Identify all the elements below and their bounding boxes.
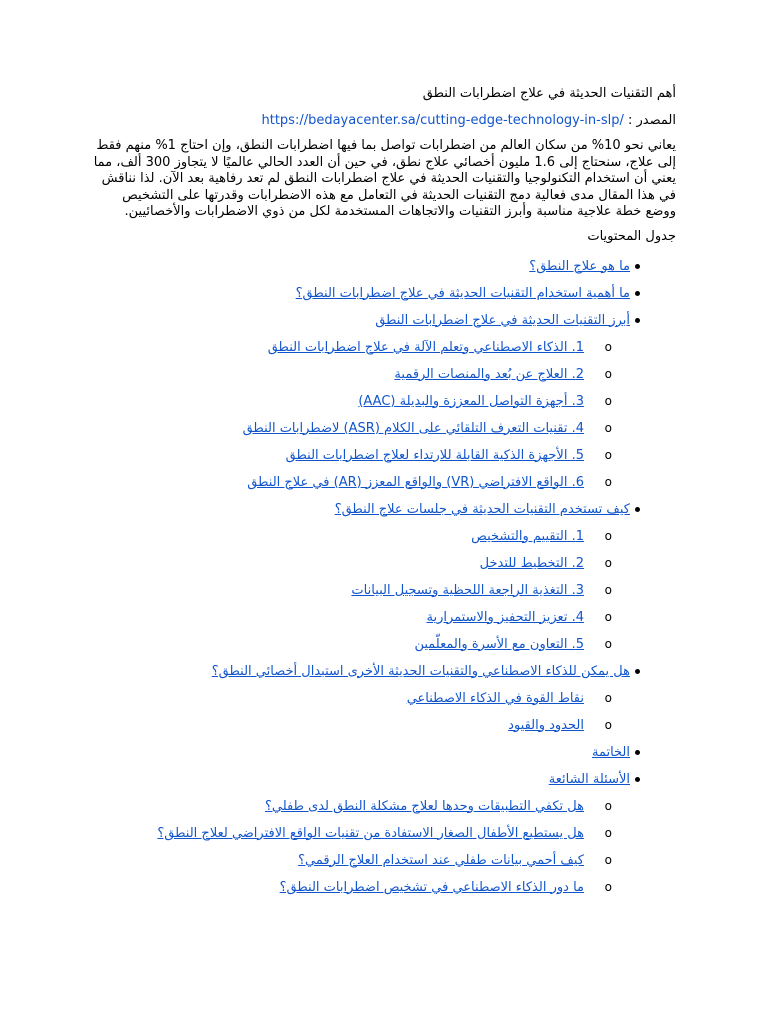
- toc-sublink[interactable]: نقاط القوة في الذكاء الاصطناعي: [406, 690, 584, 706]
- toc-item: [88, 739, 676, 766]
- source-line: [88, 111, 676, 131]
- article-body: [88, 84, 676, 901]
- toc-sublink[interactable]: هل يستطيع الأطفال الصغار الاستفادة من تقنيات الواقع الافتراضي لعلاج النطق؟: [157, 825, 584, 841]
- circle-bullet-icon: o: [604, 393, 612, 408]
- toc-subitem: [88, 361, 676, 388]
- toc-subitem: [88, 334, 676, 361]
- toc-sublink[interactable]: هل تكفي التطبيقات وحدها لعلاج مشكلة النطق لدى طفلي؟: [264, 798, 584, 814]
- toc-item: [88, 658, 676, 685]
- toc-sublink[interactable]: 2. التخطيط للتدخل: [479, 555, 584, 571]
- toc-subitem: [88, 550, 676, 577]
- toc-item: [88, 496, 676, 523]
- toc-item: [88, 307, 676, 334]
- circle-bullet-icon: o: [604, 366, 612, 381]
- toc-subitem: [88, 469, 676, 496]
- toc-link[interactable]: هل يمكن للذكاء الاصطناعي والتقنيات الحديثة الأخرى استبدال أخصائي النطق؟: [211, 663, 630, 679]
- toc-link[interactable]: كيف تستخدم التقنيات الحديثة في جلسات علاج النطق؟: [334, 501, 630, 517]
- toc-subitem: [88, 820, 676, 847]
- toc-title: جدول المحتويات: [587, 228, 676, 244]
- circle-bullet-icon: o: [604, 852, 612, 867]
- toc-link[interactable]: ما هو علاج النطق؟: [529, 258, 630, 274]
- toc-subitem: [88, 442, 676, 469]
- toc-item: [88, 766, 676, 793]
- toc-sublink[interactable]: 6. الواقع الافتراضي (VR) والواقع المعزز (AR) في علاج النطق: [247, 474, 584, 490]
- toc-subitem: [88, 712, 676, 739]
- circle-bullet-icon: o: [604, 609, 612, 624]
- source-label: المصدر :: [628, 113, 676, 128]
- toc-subitem: [88, 577, 676, 604]
- toc-sublink[interactable]: الحدود والقيود: [508, 717, 584, 733]
- toc-sublink[interactable]: 1. التقييم والتشخيص: [471, 528, 584, 544]
- toc-subitem: [88, 523, 676, 550]
- circle-bullet-icon: o: [604, 879, 612, 894]
- toc-sublink[interactable]: 1. الذكاء الاصطناعي وتعلم الآلة في علاج اضطرابات النطق: [267, 339, 584, 355]
- circle-bullet-icon: o: [604, 636, 612, 651]
- toc-sublink[interactable]: 3. أجهزة التواصل المعززة والبديلة (AAC): [358, 393, 584, 409]
- toc-item: [88, 253, 676, 280]
- article-title: أهم التقنيات الحديثة في علاج اضطرابات النطق: [422, 86, 676, 101]
- toc-link[interactable]: الخاتمة: [591, 744, 630, 760]
- circle-bullet-icon: o: [604, 582, 612, 597]
- circle-bullet-icon: o: [604, 474, 612, 489]
- toc-subitem: [88, 685, 676, 712]
- toc-subitem: [88, 604, 676, 631]
- toc-subitem: [88, 874, 676, 901]
- toc-sublink[interactable]: 5. التعاون مع الأسرة والمعلّمين: [414, 636, 584, 652]
- circle-bullet-icon: o: [604, 555, 612, 570]
- toc-link[interactable]: الأسئلة الشائعة: [548, 771, 630, 787]
- circle-bullet-icon: o: [604, 798, 612, 813]
- toc-sublink[interactable]: 3. التغذية الراجعة اللحظية وتسجيل البيانات: [351, 582, 584, 598]
- toc-sublink[interactable]: 2. العلاج عن بُعد والمنصات الرقمية: [394, 366, 584, 382]
- toc-link[interactable]: أبرز التقنيات الحديثة في علاج اضطرابات النطق: [375, 312, 630, 328]
- toc-sublink[interactable]: 4. تقنيات التعرف التلقائي على الكلام (ASR) لاضطرابات النطق: [242, 420, 584, 436]
- toc-sublink[interactable]: 4. تعزيز التحفيز والاستمرارية: [426, 609, 584, 625]
- circle-bullet-icon: o: [604, 690, 612, 705]
- toc-sublink[interactable]: كيف أحمي بيانات طفلي عند استخدام العلاج الرقمي؟: [298, 852, 584, 868]
- toc-item: [88, 280, 676, 307]
- circle-bullet-icon: o: [604, 528, 612, 543]
- intro-paragraph: يعاني نحو 10% من سكان العالم من اضطرابات تواصل بما فيها اضطرابات النطق، وإن احتاج 1% منهم فقط إلى علاج، سنحتاج إلى 1.6 مليون أخصائي علاج نطق، في حين أن العدد الحالي عالميًا لا يتجاوز 300 ألف، مما يعني أن استخدام التكنولوجيا والتقنيات الحديثة في علاج اضطرابات النطق لم تعد رفاهية بعد الآن. لذا نناقش في هذا المقال مدى فعالية دمج التقنيات الحديثة في التعامل مع هذه الاضطرابات وقدرتها على التشخيص ووضع خطة علاجية مناسبة وأبرز التقنيات والاتجاهات المستخدمة لكل من ذوي الاضطرابات والأخصائيين.: [93, 138, 676, 219]
- circle-bullet-icon: o: [604, 717, 612, 732]
- toc-sublink[interactable]: 5. الأجهزة الذكية القابلة للارتداء لعلاج اضطرابات النطق: [285, 447, 584, 463]
- source-link[interactable]: https://bedayacenter.sa/cutting-edge-technology-in-slp/: [261, 113, 624, 128]
- circle-bullet-icon: o: [604, 825, 612, 840]
- toc-subitem: [88, 631, 676, 658]
- toc-sublink[interactable]: ما دور الذكاء الاصطناعي في تشخيص اضطرابات النطق؟: [279, 879, 584, 895]
- toc-subitem: [88, 847, 676, 874]
- circle-bullet-icon: o: [604, 420, 612, 435]
- toc-link[interactable]: ما أهمية استخدام التقنيات الحديثة في علاج اضطرابات النطق؟: [295, 285, 630, 301]
- toc-subitem: [88, 388, 676, 415]
- table-of-contents: [88, 253, 676, 901]
- circle-bullet-icon: o: [604, 447, 612, 462]
- toc-subitem: [88, 415, 676, 442]
- toc-subitem: [88, 793, 676, 820]
- circle-bullet-icon: o: [604, 339, 612, 354]
